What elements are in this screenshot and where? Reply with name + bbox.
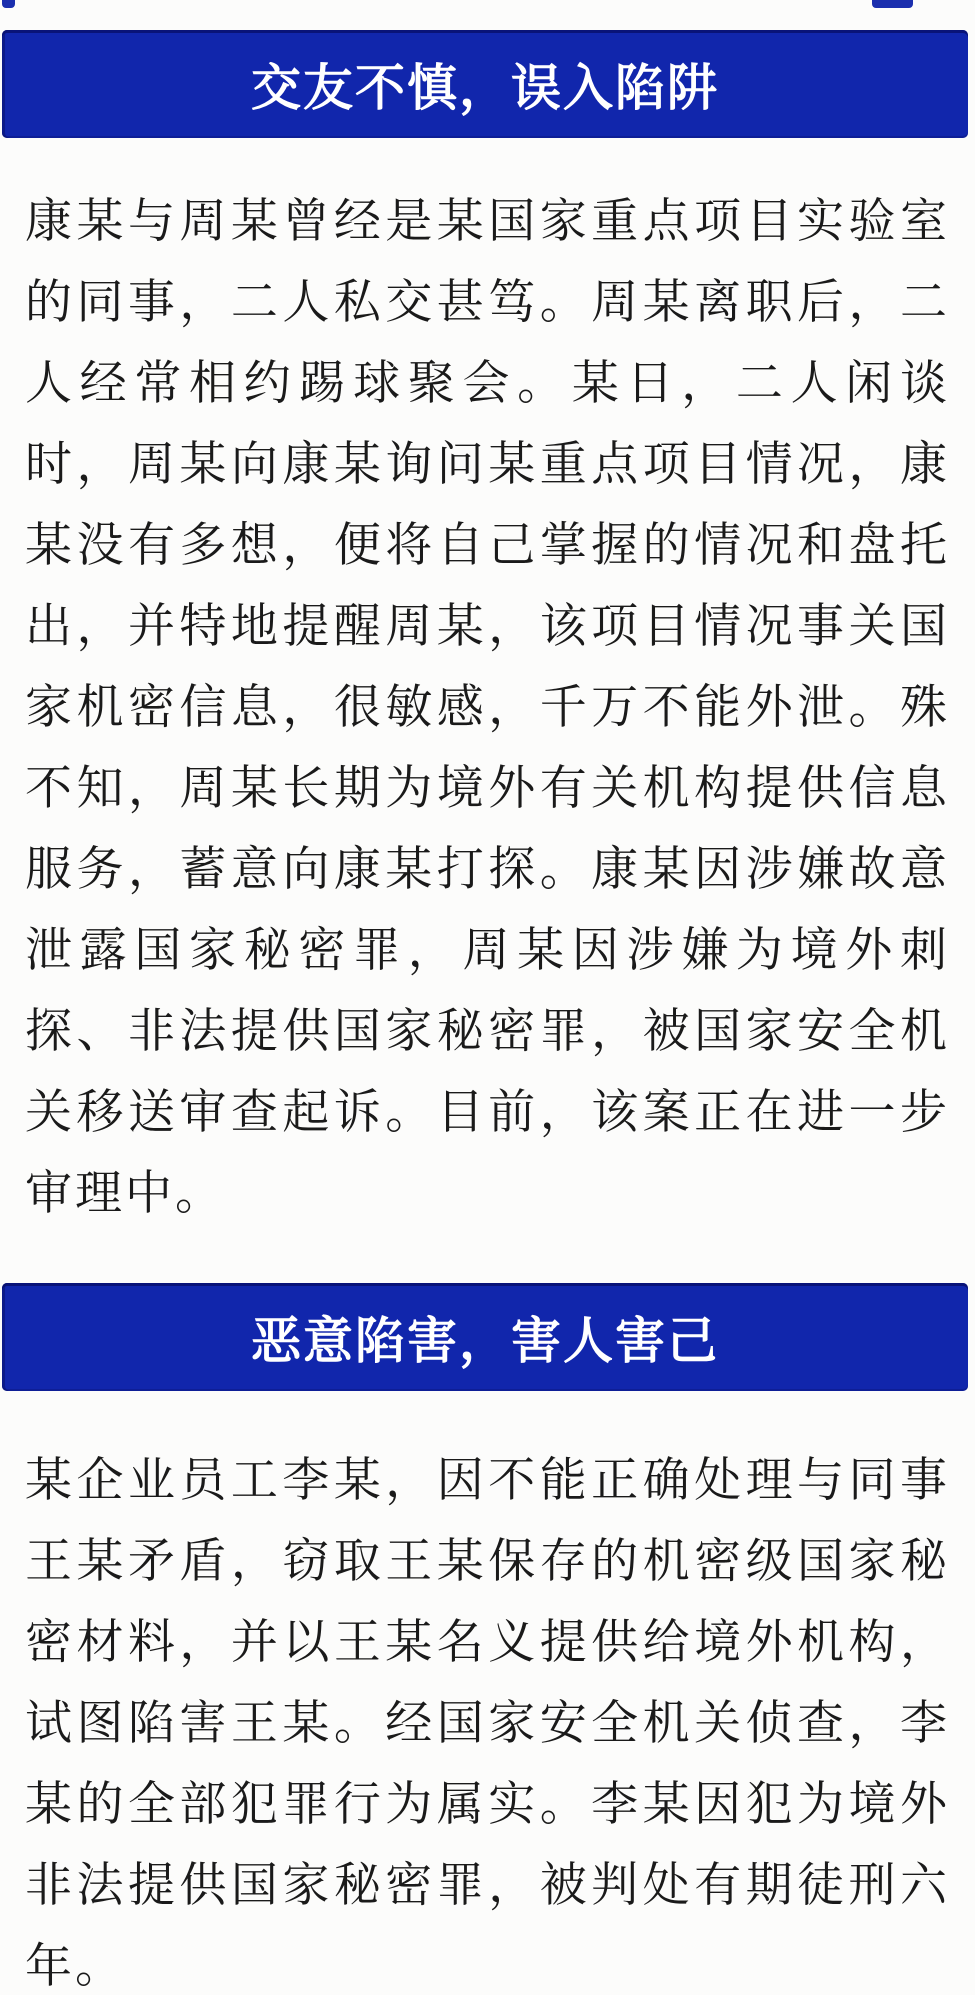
top-left-banner-fragment — [2, 0, 15, 8]
section-1-body: 康某与周某曾经是某国家重点项目实验室的同事，二人私交甚笃。周某离职后，二人经常相约踢球聚会。某日，二人闲谈时，周某向康某询问某重点项目情况，康某没有多想，便将自己掌握的情况和盘托出，并特地提醒周某，该项目情况事关国家机密信息，很敏感，千万不能外泄。殊不知，周某长期为境外有关机构提供信息服务，蓄意向康某打探。康某因涉嫌故意泄露国家秘密罪，周某因涉嫌为境外刺探、非法提供国家秘密罪，被国家安全机关移送审查起诉。目前，该案正在进一步审理中。 — [25, 194, 950, 1219]
section-1-title: 交友不慎，误入陷阱 — [251, 60, 719, 116]
top-right-banner-fragment — [872, 0, 913, 8]
section-2-title-banner — [2, 1283, 968, 1391]
section-1-title-banner — [2, 30, 968, 138]
section-2-body: 某企业员工李某，因不能正确处理与同事王某矛盾，窃取王某保存的机密级国家秘密材料，并以王某名义提供给境外机构，试图陷害王某。经国家安全机关侦查，李某的全部犯罪行为属实。李某因犯为境外非法提供国家秘密罪，被判处有期徒刑六年。 — [25, 1453, 950, 1992]
section-2-title: 恶意陷害，害人害己 — [251, 1313, 719, 1369]
